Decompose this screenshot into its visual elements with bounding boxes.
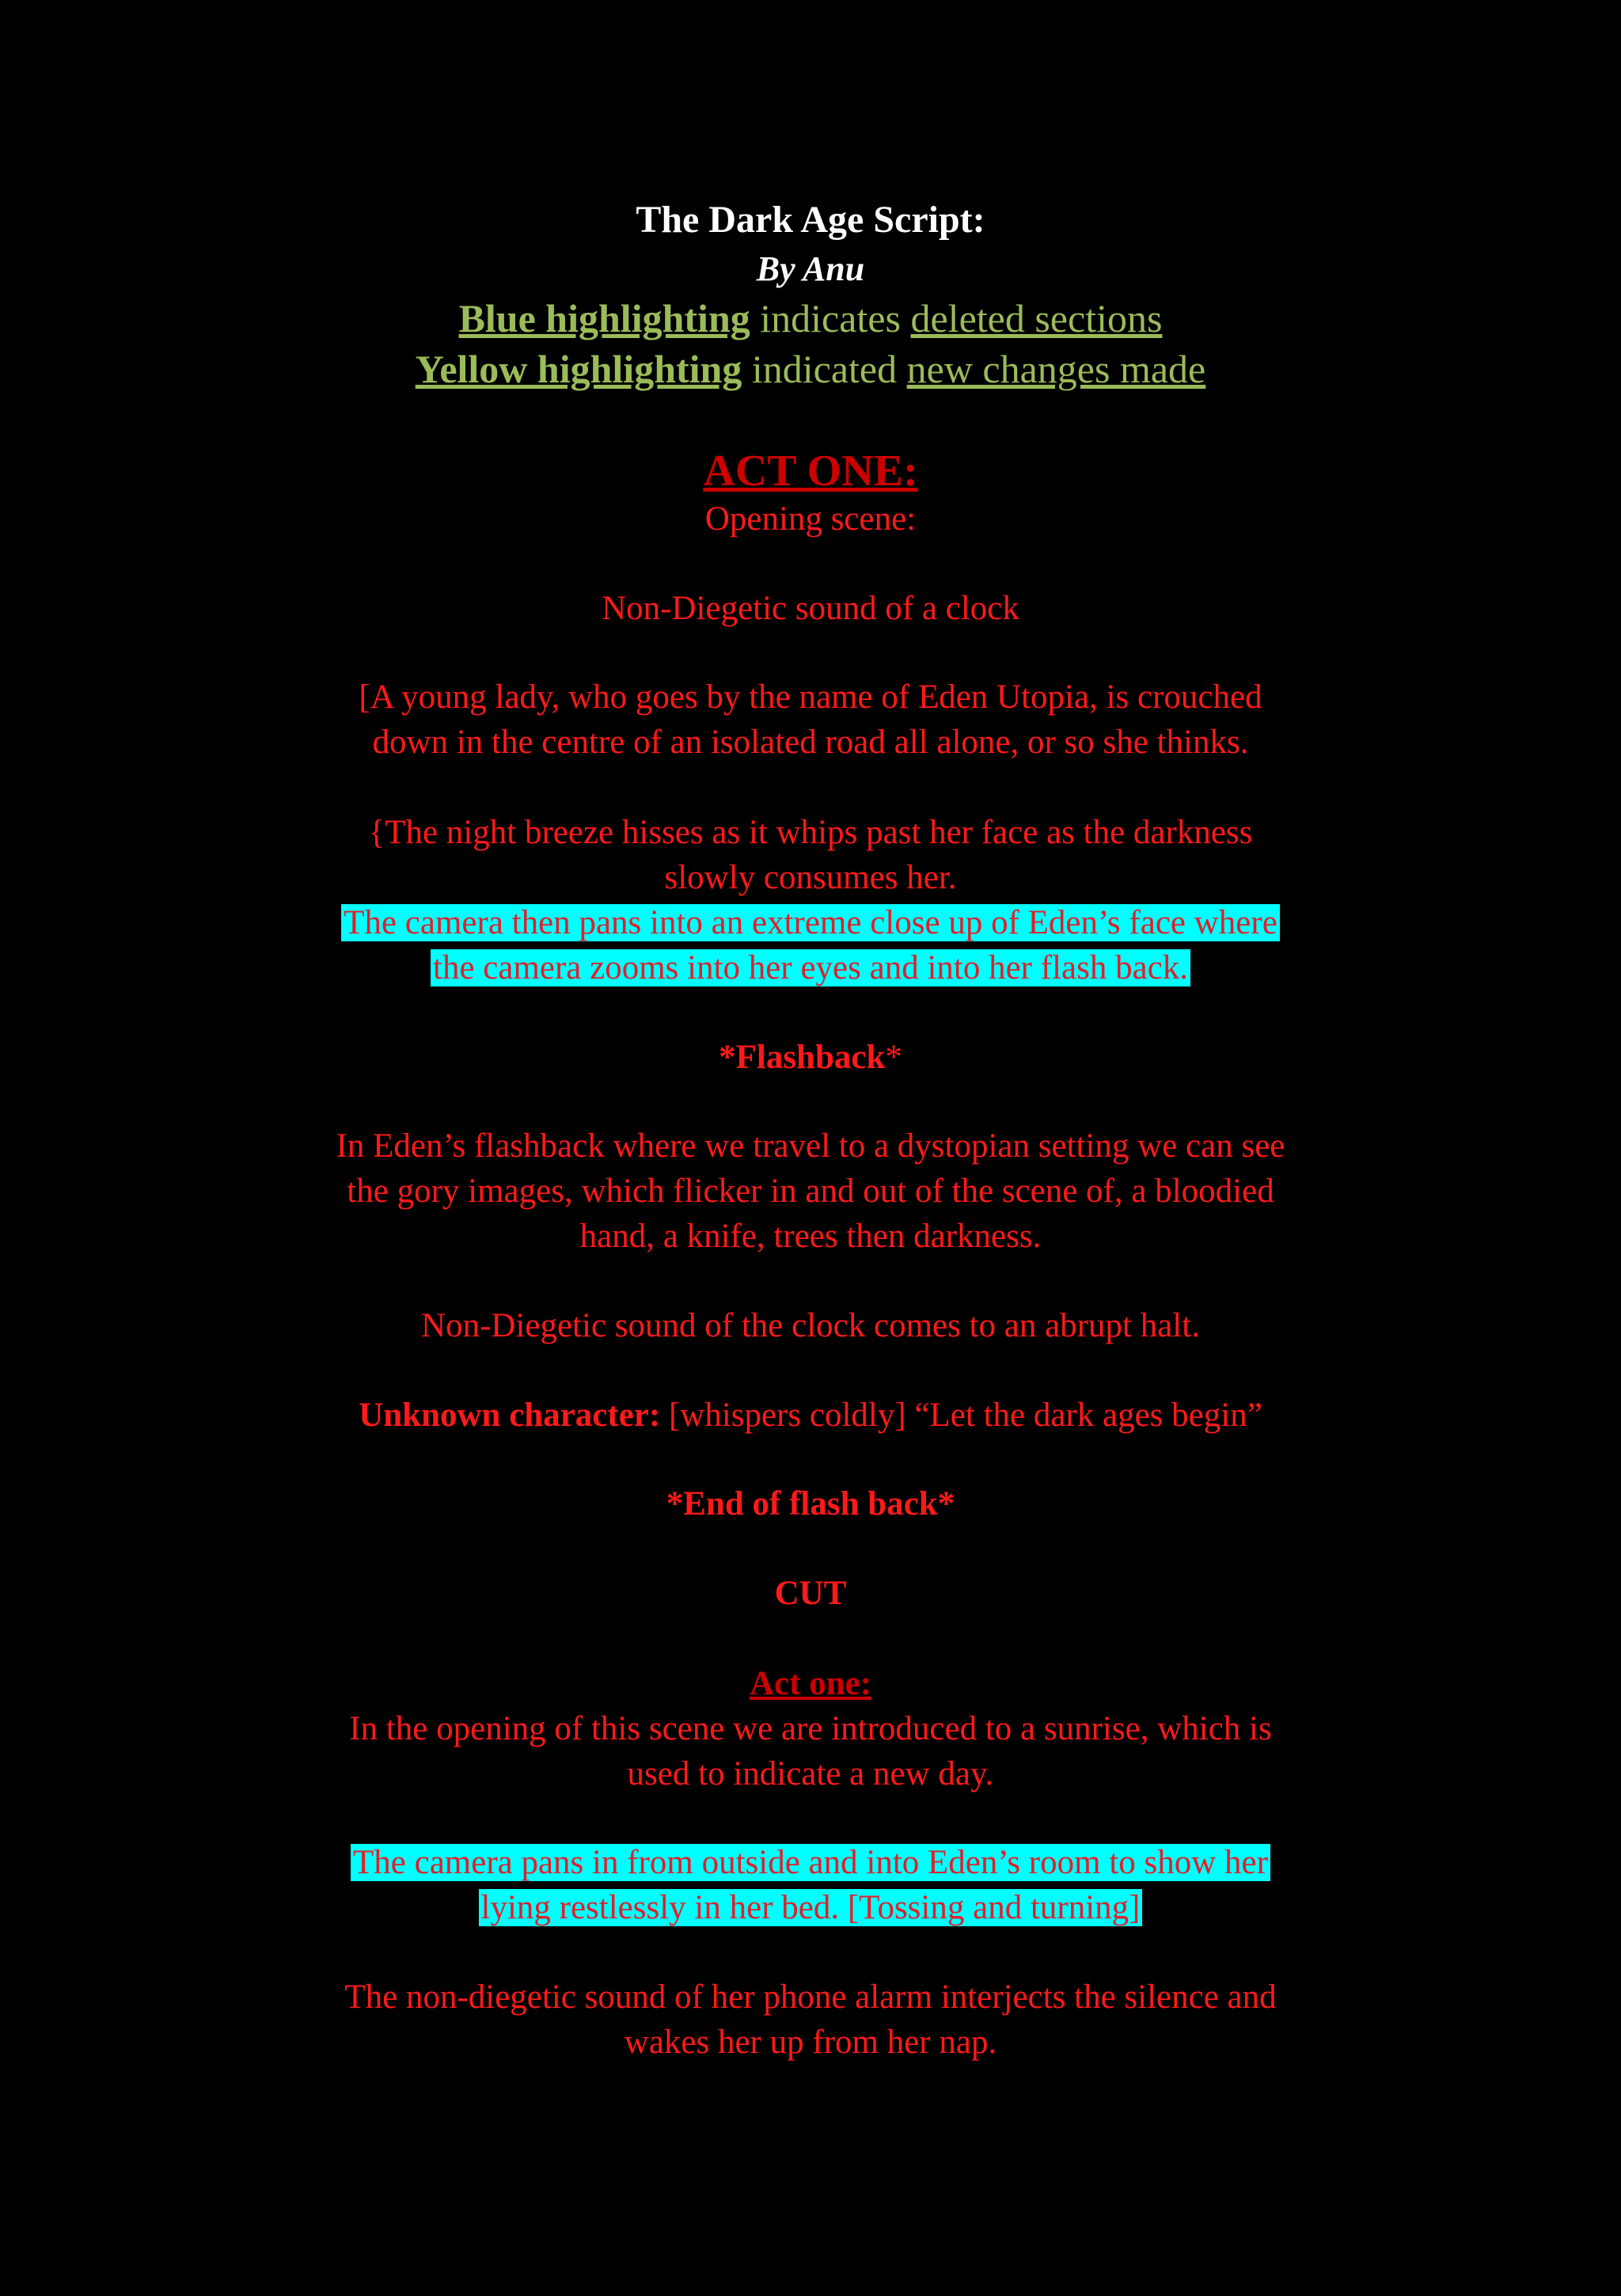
clock-sound-direction: Non-Diegetic sound of a clock [602,590,1019,627]
paragraph-line: down in the centre of an isolated road all alone, or so she thinks. [372,724,1249,761]
legend-verb: indicated [751,347,898,391]
paragraph-line: hand, a knife, trees then darkness. [579,1218,1042,1255]
legend-meaning-blue: deleted sections [910,296,1163,340]
speaker-name: Unknown character: [359,1397,661,1434]
highlighted-line [0,946,1621,990]
highlighted-line [0,1841,1621,1885]
clock-halt-direction: Non-Diegetic sound of the clock comes to an abrupt halt. [421,1307,1200,1344]
deleted-highlight: the camera zooms into her eyes and into her flash back. [431,949,1190,986]
legend-meaning-yellow: new changes made [906,347,1206,391]
paragraph-line: slowly consumes her. [664,859,957,896]
paragraph-line: the gory images, which flicker in and out of the scene of, a bloodied [347,1173,1274,1210]
paragraph-line: In Eden’s flashback where we travel to a dystopian setting we can see [336,1127,1285,1165]
flashback-label: *Flashback [719,1039,886,1076]
paragraph-line: The non-diegetic sound of her phone alarm interjects the silence and [344,1979,1277,2016]
script-title: The Dark Age Script: [636,199,985,241]
legend-key-blue: Blue highlighting [458,296,750,340]
opening-scene-label: Opening scene: [704,500,917,538]
legend-verb: indicates [760,296,901,340]
paragraph-line: In the opening of this scene we are introduced to a sunrise, which is [349,1710,1272,1747]
flashback-star: * [885,1039,902,1076]
legend-line-yellow [0,345,1621,393]
highlighted-line [0,901,1621,945]
paragraph-line: used to indicate a new day. [627,1755,994,1792]
author-byline: By Anu [756,249,865,288]
dialogue-text: [whispers coldly] “Let the dark ages begin” [660,1397,1262,1434]
end-flashback-marker: *End of flash back* [666,1485,955,1522]
cut-direction: CUT [774,1575,847,1612]
deleted-highlight: lying restlessly in her bed. [Tossing and turning] [479,1889,1143,1926]
deleted-highlight: The camera then pans into an extreme close up of Eden’s face where [341,904,1280,941]
legend-key-yellow: Yellow highlighting [415,347,742,391]
act-one-heading: ACT ONE: [703,447,918,496]
paragraph-line: wakes her up from her nap. [624,2024,997,2061]
dialogue-line [0,1393,1621,1438]
paragraph-line: [A young lady, who goes by the name of Eden Utopia, is crouched [359,679,1262,716]
paragraph-line: {The night breeze hisses as it whips past her face as the darkness [368,814,1253,851]
legend-line-blue [0,295,1621,342]
act-one-subheading: Act one: [749,1665,872,1702]
highlighted-line [0,1886,1621,1930]
deleted-highlight: The camera pans in from outside and into Eden’s room to show her [351,1844,1270,1881]
flashback-marker [0,1036,1621,1080]
